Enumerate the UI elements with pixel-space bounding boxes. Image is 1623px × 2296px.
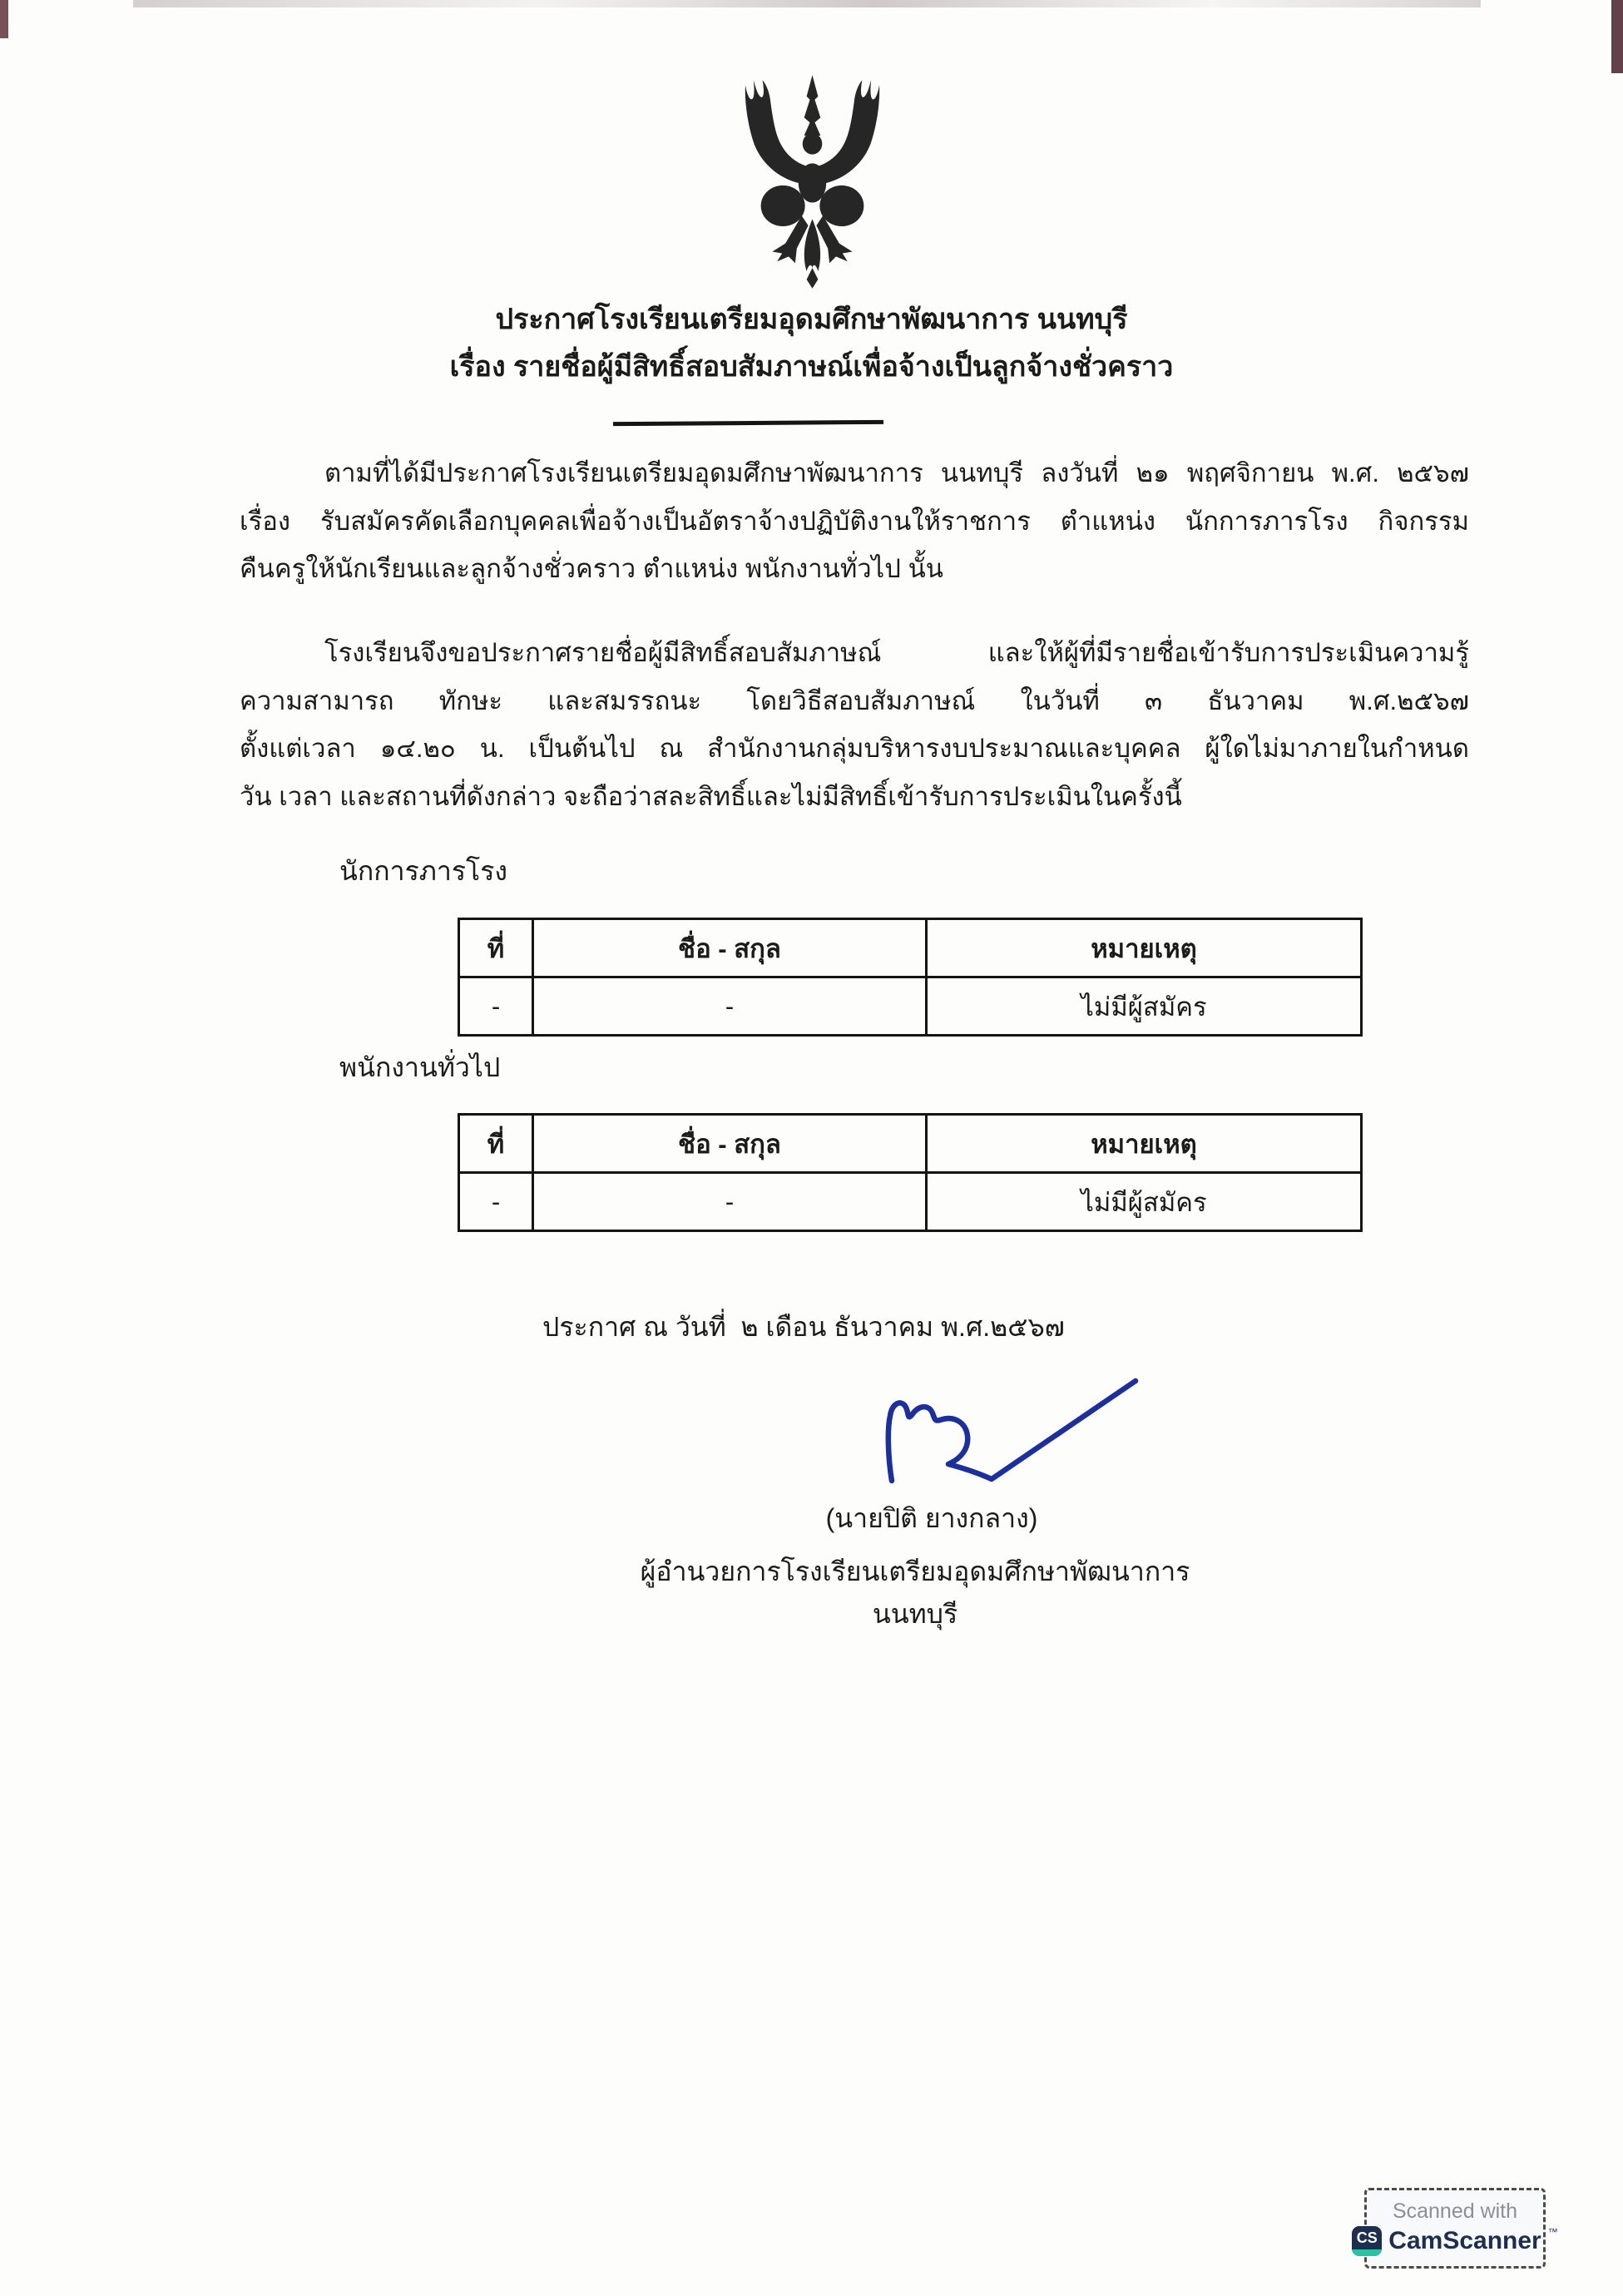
janitor-col-no: ที่ bbox=[459, 919, 533, 977]
paragraph-2-line-1: โรงเรียนจึงขอประกาศรายชื่อผู้มีสิทธิ์สอบสัมภาษณ์ และให้ผู้ที่มีรายชื่อเข้ารับการประเมินความรู้ bbox=[324, 638, 1469, 667]
janitor-cell-name: - bbox=[532, 977, 926, 1036]
paragraph-1-line-1: ตามที่ได้มีประกาศโรงเรียนเตรียมอุดมศึกษาพัฒนาการ นนทบุรี ลงวันที่ ๒๑ พฤศจิกายน พ.ศ. ๒๕๖๗ bbox=[324, 458, 1469, 487]
camscanner-trademark: ™ bbox=[1547, 2225, 1558, 2238]
signer-title: ผู้อำนวยการโรงเรียนเตรียมอุดมศึกษาพัฒนาการ นนทบุรี bbox=[640, 1556, 1190, 1629]
camscanner-icon-label: CS bbox=[1356, 2229, 1378, 2246]
general-table-header-row bbox=[459, 1115, 1362, 1173]
general-table-row bbox=[459, 1173, 1362, 1231]
document-title bbox=[0, 296, 1623, 391]
general-worker-table bbox=[458, 1113, 1363, 1232]
section-heading-janitor: นักการภารโรง bbox=[339, 856, 508, 886]
camscanner-name: CamScanner bbox=[1388, 2226, 1541, 2254]
janitor-col-remark: หมายเหตุ bbox=[927, 919, 1362, 977]
title-line-2: เรื่อง รายชื่อผู้มีสิทธิ์สอบสัมภาษณ์เพื่อจ้างเป็นลูกจ้างชั่วคราว bbox=[449, 351, 1174, 383]
general-cell-no: - bbox=[459, 1173, 533, 1231]
camscanner-icon-strip bbox=[1352, 2249, 1382, 2256]
title-divider-rule bbox=[613, 420, 883, 426]
janitor-table-header-row bbox=[459, 919, 1362, 977]
garuda-emblem-icon bbox=[743, 72, 882, 293]
general-col-no: ที่ bbox=[459, 1115, 533, 1173]
scan-corner-mark-left bbox=[0, 0, 8, 38]
janitor-cell-remark: ไม่มีผู้สมัคร bbox=[927, 977, 1362, 1036]
janitor-table-row bbox=[459, 977, 1362, 1036]
section-heading-general-worker: พนักงานทั่วไป bbox=[339, 1052, 501, 1082]
scan-corner-mark-right bbox=[1611, 0, 1623, 73]
paragraph-2-line-4: วัน เวลา และสถานที่ดังกล่าว จะถือว่าสละสิทธิ์และไม่มีสิทธิ์เข้ารับการประเมินในครั้งนี้ bbox=[240, 781, 1182, 811]
scan-edge-smudge bbox=[133, 0, 1481, 7]
camscanner-brand-row bbox=[1352, 2226, 1557, 2256]
janitor-cell-no: - bbox=[459, 977, 533, 1036]
paragraph-1-line-3: คืนครูให้นักเรียนและลูกจ้างชั่วคราว ตำแหน่ง พนักงานทั่วไป นั้น bbox=[240, 554, 943, 583]
camscanner-icon bbox=[1352, 2226, 1382, 2256]
general-col-name: ชื่อ - สกุล bbox=[532, 1115, 926, 1173]
signature-handwriting bbox=[849, 1371, 1148, 1496]
scanned-with-label: Scanned with bbox=[1392, 2199, 1518, 2223]
paragraph-1-line-2: เรื่อง รับสมัครคัดเลือกบุคคลเพื่อจ้างเป็นอัตราจ้างปฏิบัติงานให้ราชการ ตำแหน่ง นักการภารโรง กิจกรรม bbox=[240, 506, 1469, 536]
paragraph-2-line-3: ตั้งแต่เวลา ๑๔.๒๐ น. เป็นต้นไป ณ สำนักงานกลุ่มบริหารงบประมาณและบุคคล ผู้ใดไม่มาภายในกำหนด bbox=[240, 734, 1469, 763]
general-cell-name: - bbox=[532, 1173, 926, 1231]
paragraph-1 bbox=[240, 449, 1469, 593]
paragraph-2 bbox=[240, 629, 1469, 820]
camscanner-watermark bbox=[1356, 2188, 1558, 2269]
janitor-col-name: ชื่อ - สกุล bbox=[532, 919, 926, 977]
general-cell-remark: ไม่มีผู้สมัคร bbox=[927, 1173, 1362, 1231]
signer-name: (นายปิติ ยางกลาง) bbox=[825, 1503, 1038, 1533]
general-col-remark: หมายเหตุ bbox=[927, 1115, 1362, 1173]
paragraph-2-line-2: ความสามารถ ทักษะ และสมรรถนะ โดยวิธีสอบสัมภาษณ์ ในวันที่ ๓ ธันวาคม พ.ศ.๒๕๖๗ bbox=[240, 685, 1469, 715]
issued-date-line: ประกาศ ณ วันที่ ๒ เดือน ธันวาคม พ.ศ.๒๕๖๗ bbox=[542, 1312, 1065, 1342]
janitor-table bbox=[458, 918, 1363, 1037]
title-line-1: ประกาศโรงเรียนเตรียมอุดมศึกษาพัฒนาการ นนทบุรี bbox=[495, 304, 1128, 335]
